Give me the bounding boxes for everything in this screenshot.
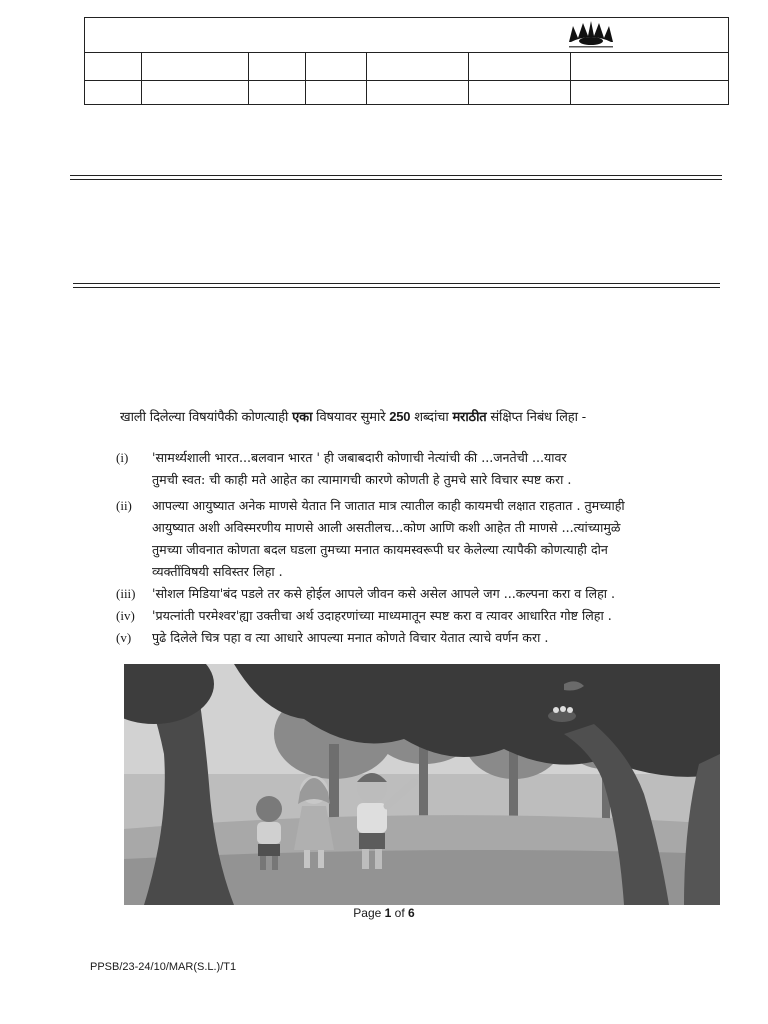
instruction-text: संक्षिप्त निबंध लिहा - [486,410,586,425]
header-cell [469,53,571,81]
header-cell [142,81,249,105]
page-separator: of [391,906,409,920]
instruction-text: विषयावर सुमारे [312,410,390,425]
paper-code: PPSB/23-24/10/MAR(S.L.)/T1 [90,961,237,973]
header-cell [249,81,306,105]
header-cell [367,81,469,105]
page-number [0,906,768,920]
header-cell [142,53,249,81]
header-table [84,17,729,105]
section-divider-top [70,175,722,180]
question-item [116,447,726,491]
question-number: (iii) [116,586,136,601]
header-cell [367,53,469,81]
essay-instruction [120,407,720,425]
header-cell [306,53,367,81]
question-line: 'सोशल मिडिया'बंद पडले तर कसे होईल आपले जीवन कसे असेल आपले जग ...कल्पना करा व लिहा . [152,586,616,601]
question-item [116,627,726,649]
question-line: पुढे दिलेले चित्र पहा व त्या आधारे आपल्या मनात कोणते विचार येतात त्याचे वर्णन करा . [152,630,549,645]
question-number: (v) [116,630,132,645]
instruction-emphasis: एका [292,410,313,425]
question-line: 'सामर्थ्यशाली भारत...बलवान भारत ' ही जबाबदारी कोणाची नेत्यांची की ...जनतेची ...यावर [152,450,567,465]
page-prefix: Page [353,906,385,920]
question-number: (ii) [116,498,132,513]
question-number: (iv) [116,608,135,623]
forest-children-illustration [124,664,720,905]
question-item [116,583,726,605]
question-item [116,605,726,627]
header-cell [249,53,306,81]
header-cell [85,81,142,105]
question-item [116,495,726,583]
instruction-text: शब्दांचा [410,410,453,425]
page-current: 1 [384,906,392,920]
page-total: 6 [408,906,415,920]
header-cell [571,53,729,81]
header-cell [571,81,729,105]
word-count: 250 [389,409,411,424]
question-line: व्यक्तींविषयी सविस्तर लिहा . [152,564,283,579]
question-line: 'प्रयत्नांती परमेश्वर'ह्या उक्तीचा अर्थ उदाहरणांच्या माध्यमातून स्पष्ट करा व त्यावर आधारित गोष्ट लिहा . [152,608,612,623]
header-cell [85,53,142,81]
question-line: तुमच्या जीवनात कोणता बदल घडला तुमच्या मनात कायमस्वरूपी घर केलेल्या त्यापैकी कोणत्याही दोन [152,542,608,557]
question-number: (i) [116,450,129,465]
instruction-emphasis: मराठीत [452,410,487,425]
instruction-text: खाली दिलेल्या विषयांपैकी कोणत्याही [120,410,293,425]
header-cell [306,81,367,105]
question-line: आपल्या आयुष्यात अनेक माणसे येतात नि जातात मात्र त्यातील काही कायमची लक्षात राहतात . तुमच्याही [152,498,625,513]
header-logo-row [85,18,729,53]
school-logo-icon [563,20,619,50]
header-cell [469,81,571,105]
question-list [116,447,726,649]
question-line: आयुष्यात अशी अविस्मरणीय माणसे आली असतीलच...कोण आणि कशी आहेत ती माणसे ...त्यांच्यामुळे [152,520,621,535]
section-divider-bottom [73,283,720,288]
question-line: तुमची स्वत: ची काही मते आहेत का त्यामागची कारणे कोणती हे तुमचे सारे विचार स्पष्ट करा . [152,472,572,487]
